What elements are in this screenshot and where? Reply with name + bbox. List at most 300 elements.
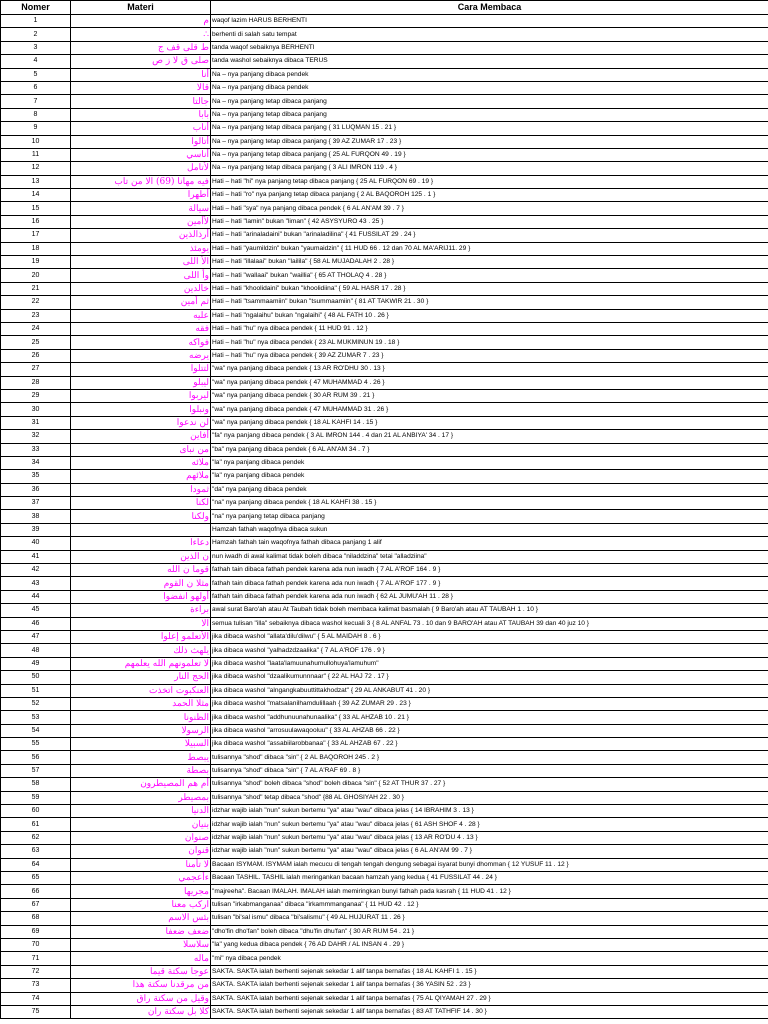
row-cara-membaca: "wa" nya panjang dibaca pendek { 18 AL KAHFI 14 . 15 } (211, 416, 768, 429)
row-cara-membaca: Hati – hati "arinaladaini" bukan "arinaladilina" { 41 FUSSILAT 29 . 24 } (211, 229, 768, 242)
header-materi: Materi (71, 1, 211, 15)
table-row (1, 577, 768, 590)
table-row (1, 349, 768, 362)
row-materi: بئس الاسم (71, 912, 211, 925)
row-cara-membaca: "la" nya panjang dibaca pendek (211, 456, 768, 469)
row-materi: لن ندعوا (71, 416, 211, 429)
row-cara-membaca: idzhar wajib ialah "nun" sukun bertemu "ya" atau "wau" dibaca jelas { 6 AL AN'AM 99 . 7 } (211, 845, 768, 858)
row-materi: ماله (71, 952, 211, 965)
row-materi: لا تأمنا (71, 858, 211, 871)
row-materi: مثلا ن القوم (71, 577, 211, 590)
row-number: 33 (1, 443, 71, 456)
row-number: 10 (1, 135, 71, 148)
table-row (1, 523, 768, 536)
table-row (1, 430, 768, 443)
row-number: 62 (1, 831, 71, 844)
table-row (1, 872, 768, 885)
table-row (1, 81, 768, 94)
row-cara-membaca: fathah tain dibaca fathah pendek karena ada nun iwadh { 7 AL A'ROF 164 . 9 } (211, 564, 768, 577)
row-materi: أنا (71, 68, 211, 81)
row-materi: ولكنا (71, 510, 211, 523)
table-row (1, 229, 768, 242)
row-materi: الأ اللى (71, 256, 211, 269)
row-cara-membaca: SAKTA. SAKTA ialah berhenti sejenak sekedar 1 alif tanpa bernafas { 18 AL KAHFI 1 . 15 } (211, 965, 768, 978)
table-row (1, 483, 768, 496)
row-materi: يومئذ (71, 242, 211, 255)
row-number: 6 (1, 81, 71, 94)
table-row (1, 979, 768, 992)
row-materi: قنوان (71, 845, 211, 858)
row-cara-membaca: Hati – hati "wallaai" bukan "waillia" { 65 AT THOLAQ 4 . 28 } (211, 269, 768, 282)
row-number: 26 (1, 349, 71, 362)
row-materi: لكنا (71, 497, 211, 510)
row-cara-membaca: Hati – hati "tsammaamiin" bukan "tsummaamiin" { 81 AT TAKWIR 21 . 30 } (211, 296, 768, 309)
row-cara-membaca: "mi" nya dibaca pendek (211, 952, 768, 965)
row-number: 3 (1, 41, 71, 54)
row-number: 75 (1, 1005, 71, 1018)
row-number: 36 (1, 483, 71, 496)
table-row (1, 68, 768, 81)
table-row (1, 604, 768, 617)
row-number: 48 (1, 644, 71, 657)
row-number: 73 (1, 979, 71, 992)
row-cara-membaca: Hati – hati "hu" nya dibaca pendek { 11 HUD 91 . 12 } (211, 322, 768, 335)
table-row (1, 925, 768, 938)
row-number: 32 (1, 430, 71, 443)
table-header (1, 1, 768, 15)
row-materi: أفاين (71, 430, 211, 443)
row-materi: بنيان (71, 818, 211, 831)
row-materi: بصطة (71, 764, 211, 777)
row-number: 63 (1, 845, 71, 858)
table-row (1, 336, 768, 349)
row-number: 41 (1, 550, 71, 563)
row-cara-membaca: Hati – hati "sya" nya panjang dibaca pendek { 6 AL AN'AM 39 . 7 } (211, 202, 768, 215)
table-row (1, 148, 768, 161)
table-row (1, 711, 768, 724)
row-number: 12 (1, 162, 71, 175)
row-materi: ثمودا (71, 483, 211, 496)
table-row (1, 510, 768, 523)
row-cara-membaca: Na – nya panjang tetap dibaca panjang { 3 ALI IMRON 119 . 4 } (211, 162, 768, 175)
row-number: 40 (1, 537, 71, 550)
row-materi: ليبلو (71, 376, 211, 389)
row-cara-membaca: Bacaan ISYMAM. ISYMAM ialah mecucu di tengah tengah dengung sebagai isyarat bunyi dhomman { 12 YUSUF 11 . 12 } (211, 858, 768, 871)
table-row (1, 590, 768, 603)
row-materi: يلهث ذلك (71, 644, 211, 657)
row-number: 44 (1, 590, 71, 603)
row-number: 59 (1, 791, 71, 804)
row-cara-membaca: Hati – hati "khoolidaini" bukan "khoolidiina" { 59 AL HASR 17 . 28 } (211, 282, 768, 295)
row-materi: ونبلوا (71, 403, 211, 416)
row-number: 35 (1, 470, 71, 483)
row-number: 45 (1, 604, 71, 617)
row-cara-membaca: Hati – hati "ngalaihu" bukan "ngalaihi" { 48 AL FATH 10 . 26 } (211, 309, 768, 322)
row-materi: مثلا الحمد (71, 697, 211, 710)
row-materi (71, 523, 211, 536)
row-materi: الرسولا (71, 724, 211, 737)
row-cara-membaca: nun iwadh di awal kalimat tidak boleh dibaca "niladdzina" tetai "alladziina" (211, 550, 768, 563)
row-cara-membaca: "wa" nya panjang dibaca pendek { 13 AR RO'DHU 30 . 13 } (211, 363, 768, 376)
row-cara-membaca: Hati – hati "hi" nya panjang tetap dibaca panjang { 25 AL FURQON 69 . 19 } (211, 175, 768, 188)
row-number: 46 (1, 617, 71, 630)
table-row (1, 697, 768, 710)
table-row (1, 537, 768, 550)
table-row (1, 617, 768, 630)
table-row (1, 269, 768, 282)
row-materi: اركب معنا (71, 898, 211, 911)
row-number: 61 (1, 818, 71, 831)
row-materi: من نباى (71, 443, 211, 456)
row-cara-membaca: awal surat Baro'ah atau At Taubah tidak boleh membaca kalimat basmalah { 9 Baro'ah atau AT TAUBAH 1 . 10 } (211, 604, 768, 617)
row-number: 37 (1, 497, 71, 510)
row-materi: كلا بل سكتة ران (71, 1005, 211, 1018)
row-materi: عوجا سكتة قيما (71, 965, 211, 978)
table-row (1, 805, 768, 818)
row-cara-membaca: "da" nya panjang dibaca pendek (211, 483, 768, 496)
row-number: 57 (1, 764, 71, 777)
row-cara-membaca: "la" yang kedua dibaca pendek { 76 AD DAHR / AL INSAN 4 . 29 } (211, 938, 768, 951)
table-row (1, 309, 768, 322)
table-row (1, 684, 768, 697)
row-cara-membaca: tulisannya "shod" dibaca "sin" { 7 AL A'RAF 69 . 8 } (211, 764, 768, 777)
table-row (1, 952, 768, 965)
row-materi: الأتعلمو إعلوا (71, 630, 211, 643)
row-number: 66 (1, 885, 71, 898)
row-materi: فيه مهانا (69) الا من تاب (71, 175, 211, 188)
row-number: 30 (1, 403, 71, 416)
row-materi: بمصيطر (71, 791, 211, 804)
row-cara-membaca: Bacaan TASHIL. TASHIL ialah meringankan bacaan hamzah yang kedua { 41 FUSSILAT 44 . 24 } (211, 872, 768, 885)
table-row (1, 497, 768, 510)
table-row (1, 831, 768, 844)
table-row (1, 550, 768, 563)
row-cara-membaca: jika dibaca washol "assabiilarobbanaa" { 33 AL AHZAB 67 . 22 } (211, 738, 768, 751)
row-materi: الحج النار (71, 671, 211, 684)
row-materi: صلى ق لا ز ص (71, 55, 211, 68)
row-cara-membaca: Hati – hati "ro" nya panjang tetap dibaca panjang { 2 AL BAQOROH 125 . 1 } (211, 189, 768, 202)
row-materi: أرذالذين (71, 229, 211, 242)
row-cara-membaca: tanda waqof sebaiknya BERHENTI (211, 41, 768, 54)
row-number: 20 (1, 269, 71, 282)
table-row (1, 135, 768, 148)
row-materi: براءة (71, 604, 211, 617)
row-cara-membaca: "majreeha". Bacaan IMALAH. IMALAH ialah memiringkan bunyi fathah pada kasrah { 11 HUD 41 . 12 } (211, 885, 768, 898)
table-row (1, 256, 768, 269)
row-number: 58 (1, 778, 71, 791)
row-cara-membaca: jika dibaca washol "allata'dilu'dilwu" { 5 AL MAIDAH 8 . 6 } (211, 630, 768, 643)
table-row (1, 55, 768, 68)
row-number: 55 (1, 738, 71, 751)
header-cara-membaca: Cara Membaca (211, 1, 768, 15)
row-cara-membaca: tanda washol sebaiknya dibaca TERUS (211, 55, 768, 68)
table-row (1, 630, 768, 643)
row-materi: ن الذين (71, 550, 211, 563)
row-cara-membaca: Hati – hati "hu" nya dibaca pendek { 39 AZ ZUMAR 7 . 23 } (211, 349, 768, 362)
row-materi: قالا (71, 81, 211, 94)
row-number: 17 (1, 229, 71, 242)
row-number: 23 (1, 309, 71, 322)
row-number: 15 (1, 202, 71, 215)
row-number: 13 (1, 175, 71, 188)
row-cara-membaca: tulisan "irkabmanganaa" dibaca "irkammmanganaa" { 11 HUD 42 . 12 } (211, 898, 768, 911)
row-cara-membaca: "ba" nya panjang dibaca pendek { 6 AL AN'AM 34 . 7 } (211, 443, 768, 456)
row-materi: أتالوا (71, 135, 211, 148)
row-materi: بابا (71, 108, 211, 121)
row-cara-membaca: jika dibaca washol "addhunuunahunaalika" { 33 AL AHZAB 10 . 21 } (211, 711, 768, 724)
row-cara-membaca: jika dibaca washol "alngangkabuuttittakhodzat" { 29 AL ANKABUT 41 . 20 } (211, 684, 768, 697)
row-cara-membaca: "la" nya panjang dibaca pendek (211, 470, 768, 483)
row-materi: ∴ (71, 28, 211, 41)
row-materi: يبصط (71, 751, 211, 764)
row-number: 54 (1, 724, 71, 737)
row-materi: فواكه (71, 336, 211, 349)
row-materi: خالدين (71, 282, 211, 295)
row-materi: العنكبوت اتخذت (71, 684, 211, 697)
table-row (1, 322, 768, 335)
row-cara-membaca: tulisan "bi'sal ismu" dibaca "bi'salismu" { 49 AL HUJURAT 11 . 26 } (211, 912, 768, 925)
table-row (1, 778, 768, 791)
row-number: 21 (1, 282, 71, 295)
table-row (1, 938, 768, 951)
row-number: 8 (1, 108, 71, 121)
row-number: 51 (1, 684, 71, 697)
row-number: 70 (1, 938, 71, 951)
table-row (1, 376, 768, 389)
row-cara-membaca: "fa" nya panjang dibaca pendek { 3 AL IMRON 144 . 4 dan 21 AL ANBIYA' 34 . 17 } (211, 430, 768, 443)
row-cara-membaca: Hati – hati "yaumildzin" bukan "yaumaidzin" { 11 HUD 66 . 12 dan 70 AL MA'ARIJ11. 29 } (211, 242, 768, 255)
row-number: 53 (1, 711, 71, 724)
row-materi: قوما ن الله (71, 564, 211, 577)
row-cara-membaca: Na – nya panjang tetap dibaca panjang (211, 95, 768, 108)
table-row (1, 724, 768, 737)
row-cara-membaca: "na" nya panjang dibaca pendek { 18 AL KAHFI 38 . 15 } (211, 497, 768, 510)
table-row (1, 644, 768, 657)
table-row (1, 282, 768, 295)
row-cara-membaca: waqof lazim HARUS BERHENTI (211, 15, 768, 28)
row-number: 64 (1, 858, 71, 871)
row-cara-membaca: "dho'fin dho'fan" boleh dibaca "dhu'fin dhu'fan" { 30 AR RUM 54 . 21 } (211, 925, 768, 938)
table-row (1, 456, 768, 469)
row-number: 68 (1, 912, 71, 925)
row-number: 9 (1, 122, 71, 135)
table-row (1, 912, 768, 925)
row-number: 50 (1, 671, 71, 684)
row-cara-membaca: Na – nya panjang dibaca pendek (211, 68, 768, 81)
table-row (1, 28, 768, 41)
table-row (1, 122, 768, 135)
row-cara-membaca: tulisannya "shod" boleh dibaca "shod" boleh dibaca "sin" { 52 AT THUR 37 . 27 } (211, 778, 768, 791)
row-cara-membaca: jika dibaca washol "matsalanilhamdulillaah { 39 AZ ZUMAR 29 . 23 } (211, 697, 768, 710)
row-cara-membaca: "na" nya panjang tetap dibaca panjang (211, 510, 768, 523)
header-nomer: Nomer (1, 1, 71, 15)
row-cara-membaca: idzhar wajib ialah "nun" sukun bertemu "ya" atau "wau" dibaca jelas { 14 IBRAHIM 3 . 13 } (211, 805, 768, 818)
row-cara-membaca: Hati – hati "illalaai" bukan "lailila" { 58 AL MUJADALAH 2 . 28 } (211, 256, 768, 269)
row-materi: لتتلوا (71, 363, 211, 376)
row-cara-membaca: SAKTA. SAKTA ialah berhenti sejenak sekedar 1 alif tanpa bernafas { 83 AT TATHFIF 14 . 30 } (211, 1005, 768, 1018)
row-number: 4 (1, 55, 71, 68)
table-row (1, 1005, 768, 1018)
row-materi: الا (71, 617, 211, 630)
row-materi: ملائهم (71, 470, 211, 483)
row-number: 56 (1, 751, 71, 764)
table-row (1, 858, 768, 871)
row-materi: ءأعجمي (71, 872, 211, 885)
table-row (1, 845, 768, 858)
row-number: 43 (1, 577, 71, 590)
table-row (1, 764, 768, 777)
row-cara-membaca: Hamzah fathah waqofnya dibaca sukun (211, 523, 768, 536)
row-number: 28 (1, 376, 71, 389)
row-materi: وقيل من سكتة راق (71, 992, 211, 1005)
table-row (1, 564, 768, 577)
row-cara-membaca: jika dibaca washol "arrosuulawaqooluu" { 33 AL AHZAB 66 . 22 } (211, 724, 768, 737)
row-materi: أم هم المصيطرون (71, 778, 211, 791)
table-row (1, 162, 768, 175)
row-number: 52 (1, 697, 71, 710)
table-row (1, 443, 768, 456)
table-row (1, 15, 768, 28)
row-number: 16 (1, 215, 71, 228)
row-materi: م (71, 15, 211, 28)
row-number: 60 (1, 805, 71, 818)
table-row (1, 898, 768, 911)
row-number: 19 (1, 256, 71, 269)
row-number: 31 (1, 416, 71, 429)
row-materi: لأأمين (71, 215, 211, 228)
row-number: 2 (1, 28, 71, 41)
row-number: 49 (1, 657, 71, 670)
row-cara-membaca: tulisannya "shod" dibaca "sin" { 2 AL BAQOROH 245 . 2 } (211, 751, 768, 764)
table-row (1, 738, 768, 751)
row-cara-membaca: idzhar wajib ialah "nun" sukun bertemu "ya" atau "wau" dibaca jelas { 13 AR RO'DU 4 . 13 } (211, 831, 768, 844)
table-row (1, 885, 768, 898)
table-row (1, 965, 768, 978)
table-row (1, 791, 768, 804)
row-materi: لأتامل (71, 162, 211, 175)
row-number: 27 (1, 363, 71, 376)
row-cara-membaca: Na – nya panjang tetap dibaca panjang { 25 AL FURQON 49 . 19 } (211, 148, 768, 161)
row-number: 72 (1, 965, 71, 978)
row-cara-membaca: Hati – hati "lamin" bukan "liman" { 42 ASYSYURO 43 . 25 } (211, 215, 768, 228)
row-number: 25 (1, 336, 71, 349)
row-materi: أطهرا (71, 189, 211, 202)
row-cara-membaca: "wa" nya panjang dibaca pendek { 30 AR RUM 39 . 21 } (211, 389, 768, 402)
row-number: 74 (1, 992, 71, 1005)
table-row (1, 671, 768, 684)
row-cara-membaca: berhenti di salah satu tempat (211, 28, 768, 41)
row-materi: الظنونا (71, 711, 211, 724)
row-cara-membaca: Na – nya panjang tetap dibaca panjang { 39 AZ ZUMAR 17 . 23 } (211, 135, 768, 148)
row-cara-membaca: tulisannya "shod" tetap dibaca "shod" {88 AL GHOSIYAH 22 . 30 } (211, 791, 768, 804)
row-number: 5 (1, 68, 71, 81)
row-cara-membaca: SAKTA. SAKTA ialah berhenti sejenak sekedar 1 alif tanpa bernafas { 36 YASIN 52 . 23 } (211, 979, 768, 992)
row-number: 11 (1, 148, 71, 161)
row-number: 47 (1, 630, 71, 643)
row-materi: ثم أمين (71, 296, 211, 309)
row-materi: مجريها (71, 885, 211, 898)
row-materi: يرضه (71, 349, 211, 362)
row-cara-membaca: jika dibaca washol "laata'lamuunahumullohuya'lamuhum" (211, 657, 768, 670)
row-materi: السبيلا (71, 738, 211, 751)
row-cara-membaca: Hamzah fathah tain waqofnya fathah dibaca panjang 1 alif (211, 537, 768, 550)
row-number: 39 (1, 523, 71, 536)
row-cara-membaca: fathah tain dibaca fathah pendek karena ada nun iwadh { 62 AL JUMU'AH 11 . 28 } (211, 590, 768, 603)
row-number: 34 (1, 456, 71, 469)
row-materi: سلاسلا (71, 938, 211, 951)
row-cara-membaca: Na – nya panjang tetap dibaca panjang { 31 LUQMAN 15 . 21 } (211, 122, 768, 135)
table-row (1, 189, 768, 202)
row-cara-membaca: Na – nya panjang dibaca pendek (211, 81, 768, 94)
row-materi: لا تعلمونهم الله يعلمهم (71, 657, 211, 670)
table-row (1, 403, 768, 416)
row-materi: سيالة (71, 202, 211, 215)
row-number: 29 (1, 389, 71, 402)
row-materi: الدنيا (71, 805, 211, 818)
table-row (1, 296, 768, 309)
table-row (1, 215, 768, 228)
row-number: 65 (1, 872, 71, 885)
row-number: 7 (1, 95, 71, 108)
row-number: 67 (1, 898, 71, 911)
row-number: 69 (1, 925, 71, 938)
table-row (1, 818, 768, 831)
row-materi: ليربوا (71, 389, 211, 402)
row-materi: فقه (71, 322, 211, 335)
row-materi: ملائه (71, 456, 211, 469)
table-row (1, 389, 768, 402)
row-cara-membaca: "wa" nya panjang dibaca pendek { 47 MUHAMMAD 31 . 26 } (211, 403, 768, 416)
row-cara-membaca: semua tulisan "illa" sebaiknya dibaca washol kecuali 3 { 8 AL ANFAL 73 . 10 dan 9 BARO'AH atau AT TAUBAH 39 dan 40 juz 10 } (211, 617, 768, 630)
row-materi: عليه (71, 309, 211, 322)
row-cara-membaca: SAKTA. SAKTA ialah berhenti sejenak sekedar 1 alif tanpa bernafas { 75 AL QIYAMAH 27 . 29 } (211, 992, 768, 1005)
row-number: 22 (1, 296, 71, 309)
row-number: 71 (1, 952, 71, 965)
table-row (1, 202, 768, 215)
row-materi: صنوان (71, 831, 211, 844)
row-materi: ط قلى قف ج (71, 41, 211, 54)
row-materi: أناسي (71, 148, 211, 161)
row-cara-membaca: jika dibaca washol "dzaalikumunnnaar" { 22 AL HAJ 72 . 17 } (211, 671, 768, 684)
row-number: 14 (1, 189, 71, 202)
row-cara-membaca: Hati – hati "hu" nya dibaca pendek { 23 AL MUKMINUN 19 . 18 } (211, 336, 768, 349)
row-cara-membaca: idzhar wajib ialah "nun" sukun bertemu "ya" atau "wau" dibaca jelas { 61 ASH SHOF 4 . 28 } (211, 818, 768, 831)
row-materi: وأ اللى (71, 269, 211, 282)
row-number: 42 (1, 564, 71, 577)
row-cara-membaca: "wa" nya panjang dibaca pendek { 47 MUHAMMAD 4 . 26 } (211, 376, 768, 389)
row-materi: ضعف ضعفا (71, 925, 211, 938)
table-row (1, 363, 768, 376)
table-row (1, 95, 768, 108)
row-materi: أولهو انفضوا (71, 590, 211, 603)
table-body (1, 15, 768, 1019)
table-row (1, 242, 768, 255)
header-row (1, 1, 768, 15)
row-number: 18 (1, 242, 71, 255)
row-cara-membaca: fathah tain dibaca fathah pendek karena ada nun iwadh { 7 AL A'ROF 177 . 9 } (211, 577, 768, 590)
table-row (1, 108, 768, 121)
row-cara-membaca: Na – nya panjang tetap dibaca panjang (211, 108, 768, 121)
row-number: 1 (1, 15, 71, 28)
row-materi: أناب (71, 122, 211, 135)
row-number: 38 (1, 510, 71, 523)
table-row (1, 657, 768, 670)
table-row (1, 416, 768, 429)
table-row (1, 41, 768, 54)
table-row (1, 470, 768, 483)
table-row (1, 751, 768, 764)
row-materi: دعاءا (71, 537, 211, 550)
